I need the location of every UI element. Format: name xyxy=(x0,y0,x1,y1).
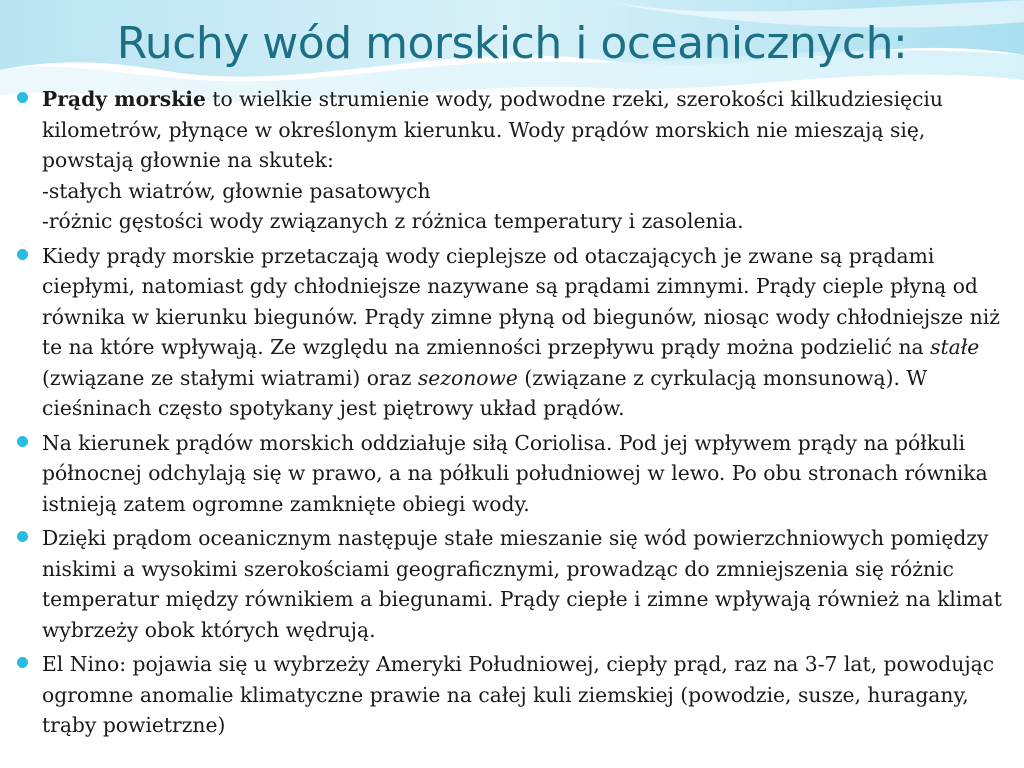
list-item xyxy=(14,241,1014,424)
paragraph-text: (związane z cyrkulacją monsunową). W cieśninach często spotykany jest piętrowy układ prądów. xyxy=(42,365,928,420)
sub-line: -stałych wiatrów, głownie pasatowych xyxy=(42,178,431,203)
list-item xyxy=(14,523,1014,645)
paragraph-text: El Nino: pojawia się u wybrzeży Ameryki Południowej, ciepły prąd, raz na 3-7 lat, powodując ogromne anomalie klimatyczne prawie na całej kuli ziemskiej (powodzie, susze, huragany, trąby powietrzne) xyxy=(42,652,995,737)
term-italic: stałe xyxy=(930,335,980,359)
paragraph-text: Kiedy prądy morskie przetaczają wody cieplejsze od otaczających je zwane są prądami ciepłymi, natomiast gdy chłodniejsze nazywane są prądami zimnymi. Prądy cieple płyną od równika w kierunku biegunów. Prądy zimne płyną od biegunów, niosąc wody chłodniejsze niż te na które wpływają. Ze względu na zmienności przepływu prądy można podzielić na xyxy=(42,243,1000,359)
bullet-dot-icon xyxy=(17,436,28,447)
bullet-list xyxy=(14,84,1014,745)
bullet-dot-icon xyxy=(17,657,28,668)
slide-title: Ruchy wód morskich i oceanicznych: xyxy=(116,18,908,69)
list-item xyxy=(14,428,1014,520)
list-item xyxy=(14,649,1014,741)
bullet-dot-icon xyxy=(17,249,28,260)
paragraph-text: Dzięki prądom oceanicznym następuje stałe mieszanie się wód powierzchniowych pomiędzy niskimi a wysokimi szerokościami geograficznymi, prowadząc do zmniejszenia się różnic temperatur między równikiem a biegunami. Prądy ciepłe i zimne wpływają również na klimat wybrzeży obok których wędrują. xyxy=(42,526,1002,642)
bullet-dot-icon xyxy=(17,531,28,542)
paragraph-text: Na kierunek prądów morskich oddziałuje siłą Coriolisa. Pod jej wpływem prądy na półkuli północnej odchylają się w prawo, a na półkuli południowej w lewo. Po obu stronach równika istnieją zatem ogromne zamknięte obiegi wody. xyxy=(42,430,988,516)
sub-line: -różnic gęstości wody związanych z różnica temperatury i zasolenia. xyxy=(42,209,744,233)
list-item xyxy=(14,84,1014,237)
paragraph-text: to wielkie strumienie wody, podwodne rzeki, szerokości kilkudziesięciu kilometrów, płynące w określonym kierunku. Wody prądów morskich nie mieszają się, powstają głownie na skutek: xyxy=(42,87,943,172)
paragraph-text: (związane ze stałymi wiatrami) oraz xyxy=(42,365,418,390)
bullet-dot-icon xyxy=(17,92,28,103)
term-bold: Prądy morskie xyxy=(42,87,206,111)
term-italic: sezonowe xyxy=(417,365,518,390)
